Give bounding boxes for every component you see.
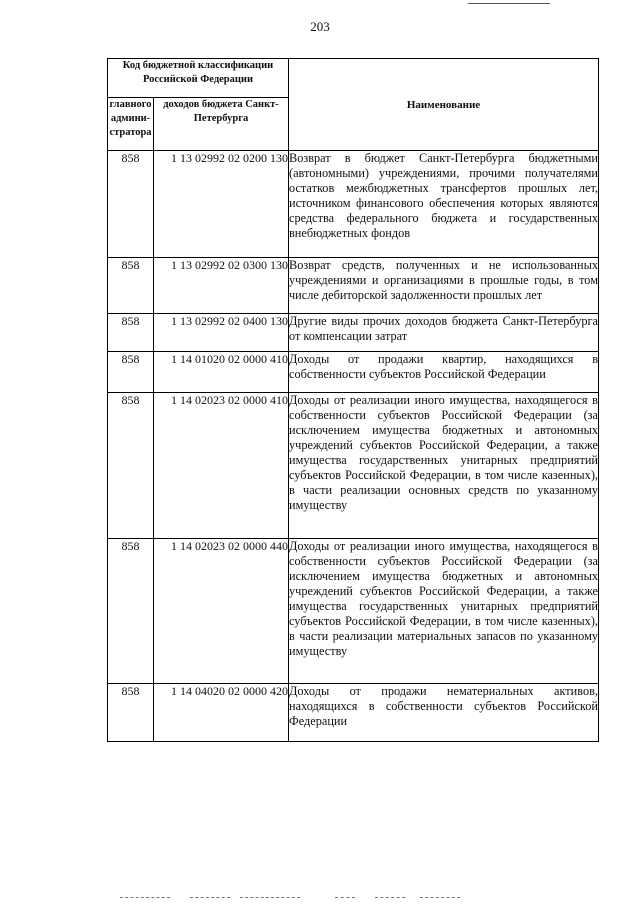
budget-classification-table [107, 58, 599, 742]
name-cell: Доходы от реализации иного имущества, находящегося в собственности субъектов Российской Федерации (за исключением имущества бюджетных и автономных учреждений субъектов Российской Федерации, а также имущества государственных унитарных предприятий субъектов Российской Федерации, в том числе казенных), в части реализации основных средств по указанному имуществу [289, 393, 599, 539]
income-code-cell: 1 13 02992 02 0200 130 [154, 151, 289, 258]
income-code-cell: 1 13 02992 02 0400 130 [154, 314, 289, 352]
table-row [108, 352, 599, 393]
admin-code-cell: 858 [108, 258, 154, 314]
admin-code-cell: 858 [108, 352, 154, 393]
header-name: Наименование [289, 59, 599, 151]
name-cell: Доходы от реализации иного имущества, находящегося в собственности субъектов Российской Федерации (за исключением имущества бюджетных и автономных учреждений субъектов Российской Федерации, а также имущества государственных унитарных предприятий субъектов Российской Федерации, в том числе казенных), в части реализации материальных запасов по указанному имуществу [289, 539, 599, 684]
header-admin: главного админи-стратора [108, 98, 154, 151]
income-code-cell: 1 14 04020 02 0000 420 [154, 684, 289, 742]
bottom-scan-marks [120, 897, 520, 899]
top-scan-rule [468, 3, 550, 4]
name-cell: Доходы от продажи квартир, находящихся в собственности субъектов Российской Федерации [289, 352, 599, 393]
admin-code-cell: 858 [108, 539, 154, 684]
admin-code-cell: 858 [108, 393, 154, 539]
table-row [108, 151, 599, 258]
admin-code-cell: 858 [108, 684, 154, 742]
name-cell: Возврат в бюджет Санкт-Петербурга бюджетными (автономными) учреждениями, прочими получателями остатков межбюджетных трансфертов прошлых лет, источником финансового обеспечения которых являются средства федерального бюджета и государственных внебюджетных фондов [289, 151, 599, 258]
table-row [108, 314, 599, 352]
table-header-row [108, 59, 599, 98]
admin-code-cell: 858 [108, 314, 154, 352]
table-row [108, 539, 599, 684]
income-code-cell: 1 14 02023 02 0000 410 [154, 393, 289, 539]
income-code-cell: 1 13 02992 02 0300 130 [154, 258, 289, 314]
name-cell: Доходы от продажи нематериальных активов, находящихся в собственности субъектов Российской Федерации [289, 684, 599, 742]
admin-code-cell: 858 [108, 151, 154, 258]
table-row [108, 684, 599, 742]
income-code-cell: 1 14 02023 02 0000 440 [154, 539, 289, 684]
income-code-cell: 1 14 01020 02 0000 410 [154, 352, 289, 393]
header-income: доходов бюджета Санкт-Петербурга [154, 98, 289, 151]
name-cell: Другие виды прочих доходов бюджета Санкт-Петербурга от компенсации затрат [289, 314, 599, 352]
table-row [108, 258, 599, 314]
page-number: 203 [310, 19, 330, 34]
table-row [108, 393, 599, 539]
header-classification-code: Код бюджетной классификации Российской Федерации [108, 59, 289, 98]
name-cell: Возврат средств, полученных и не использованных учреждениями и организациями в прошлые годы, в том числе дебиторской задолженности прошлых лет [289, 258, 599, 314]
